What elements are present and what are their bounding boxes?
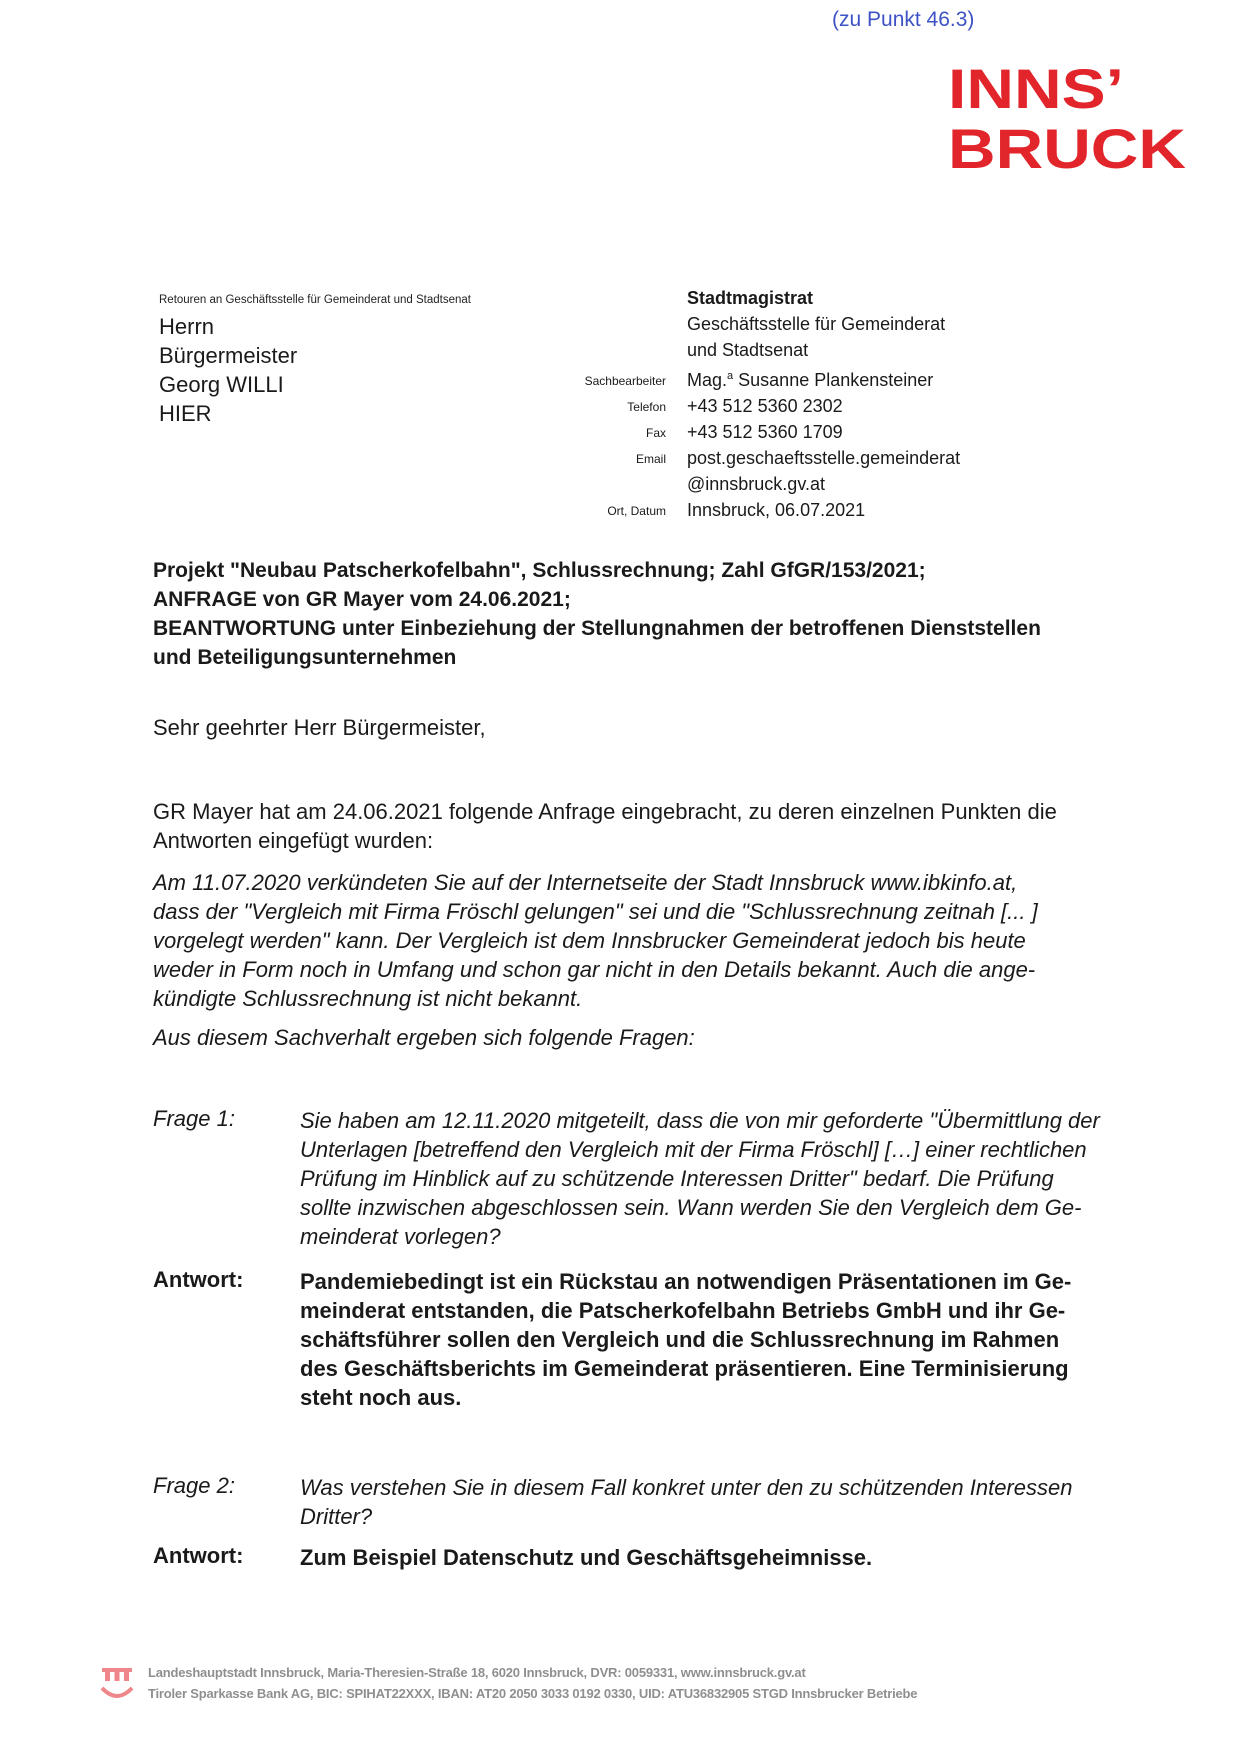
frage-line: Dritter? [300,1504,373,1529]
ort-datum-value: Innsbruck, 06.07.2021 [687,500,866,520]
subject-block [153,556,1143,672]
quote-line: Am 11.07.2020 verkündeten Sie auf der Internetseite der Stadt Innsbruck www.ibkinfo.at, [153,870,1018,895]
quote-line: dass der "Vergleich mit Firma Fröschl gelungen" sei und die "Schlussrechnung zeitnah [... ] [153,899,1038,924]
antwort-line: des Geschäftsberichts im Gemeinderat präsentieren. Eine Terminisierung [300,1356,1069,1381]
salutation: Sehr geehrter Herr Bürgermeister, [153,715,486,740]
email-value: post.geschaeftsstelle.gemeinderat [687,448,961,468]
intro-paragraph [153,797,1143,855]
quote-followup: Aus diesem Sachverhalt ergeben sich folgende Fragen: [153,1025,695,1050]
antwort-1-label: Antwort: [153,1267,244,1292]
recipient-line: Georg WILLI [159,372,284,397]
subject-line: und Beteiligungsunternehmen [153,646,457,669]
reference-note: (zu Punkt 46.3) [832,8,975,31]
subject-line: BEANTWORTUNG unter Einbeziehung der Stellungnahmen der betroffenen Dienststellen [153,617,1041,640]
recipient-line: Bürgermeister [159,343,298,368]
email-value: @innsbruck.gv.at [687,474,825,494]
logo-line-2: BRUCK [948,117,1186,180]
innsbruck-logo [948,56,1194,180]
return-address-line: Retouren an Geschäftsstelle für Gemeinderat und Stadtsenat [159,294,471,306]
subject-line: Projekt "Neubau Patscherkofelbahn", Schlussrechnung; Zahl GfGR/153/2021; [153,559,926,582]
letter-footer [100,1662,1140,1722]
sachbearbeiter-name-text: Susanne Plankensteiner [733,370,934,390]
subject-line: ANFRAGE von GR Mayer vom 24.06.2021; [153,588,571,611]
antwort-2-text [300,1543,1140,1572]
sender-org: Stadtmagistrat [687,288,814,308]
antwort-line: meinderat entstanden, die Patscherkofelbahn Betriebs GmbH und ihr Ge- [300,1298,1066,1323]
fax-value: +43 512 5360 1709 [687,422,843,442]
frage-2-label: Frage 2: [153,1473,235,1498]
quoted-inquiry [153,868,1143,1013]
frage-1-text [300,1106,1140,1251]
sachbearbeiter-sup: a [727,370,734,382]
telefon-value: +43 512 5360 2302 [687,396,843,416]
sachbearbeiter-name [687,363,960,393]
frage-2-text [300,1473,1140,1531]
recipient-line: HIER [159,401,212,426]
frage-line: Sie haben am 12.11.2020 mitgeteilt, dass die von mir geforderte "Übermittlung der [300,1108,1100,1133]
sachbearbeiter-prefix: Mag. [687,370,728,390]
sender-block [687,285,960,523]
quote-line: vorgelegt werden" kann. Der Vergleich ist dem Innsbrucker Gemeinderat jedoch bis heute [153,928,1026,953]
antwort-2-label: Antwort: [153,1543,244,1568]
footer-address: Landeshauptstadt Innsbruck, Maria-Theresien-Straße 18, 6020 Innsbruck, DVR: 0059331, www.innsbruck.gv.at [148,1665,806,1680]
sender-dept: Geschäftsstelle für Gemeinderat [687,314,946,334]
telefon-label: Telefon [627,400,666,414]
quote-line: weder in Form noch in Umfang und schon gar nicht in den Details bekannt. Auch die ange- [153,957,1036,982]
antwort-1-text [300,1267,1140,1412]
recipient-address [159,312,297,428]
frage-line: meinderat vorlegen? [300,1224,501,1249]
logo-line-1: INNS’ [948,57,1124,120]
intro-line: Antworten eingefügt wurden: [153,828,434,853]
sachbearbeiter-label: Sachbearbeiter [584,374,666,388]
frage-1-label: Frage 1: [153,1106,235,1131]
quote-line: kündigte Schlussrechnung ist nicht bekannt. [153,986,583,1011]
recipient-line: Herrn [159,314,215,339]
sender-dept: und Stadtsenat [687,340,809,360]
antwort-line: steht noch aus. [300,1385,462,1410]
antwort-line: Pandemiebedingt ist ein Rückstau an notwendigen Präsentationen im Ge- [300,1269,1072,1294]
intro-line: GR Mayer hat am 24.06.2021 folgende Anfrage eingebracht, zu deren einzelnen Punkten die [153,799,1057,824]
antwort-line: schäftsführer sollen den Vergleich und die Schlussrechnung im Rahmen [300,1327,1060,1352]
frage-line: Unterlagen [betreffend den Vergleich mit der Firma Fröschl] […] einer rechtlichen [300,1137,1087,1162]
fax-label: Fax [645,426,666,440]
innsbruck-bridge-icon [100,1664,134,1704]
email-label: Email [635,452,666,466]
footer-bank: Tiroler Sparkasse Bank AG, BIC: SPIHAT22XXX, IBAN: AT20 2050 3033 0192 0330, UID: ATU36832905 STGD Innsbrucker Betriebe [148,1686,918,1701]
frage-line: sollte inzwischen abgeschlossen sein. Wann werden Sie den Vergleich dem Ge- [300,1195,1082,1220]
antwort-line: Zum Beispiel Datenschutz und Geschäftsgeheimnisse. [300,1545,873,1570]
ort-datum-label: Ort, Datum [607,504,666,518]
frage-line: Prüfung im Hinblick auf zu schützende Interessen Dritter" bedarf. Die Prüfung [300,1166,1054,1191]
frage-line: Was verstehen Sie in diesem Fall konkret unter den zu schützenden Interessen [300,1475,1073,1500]
